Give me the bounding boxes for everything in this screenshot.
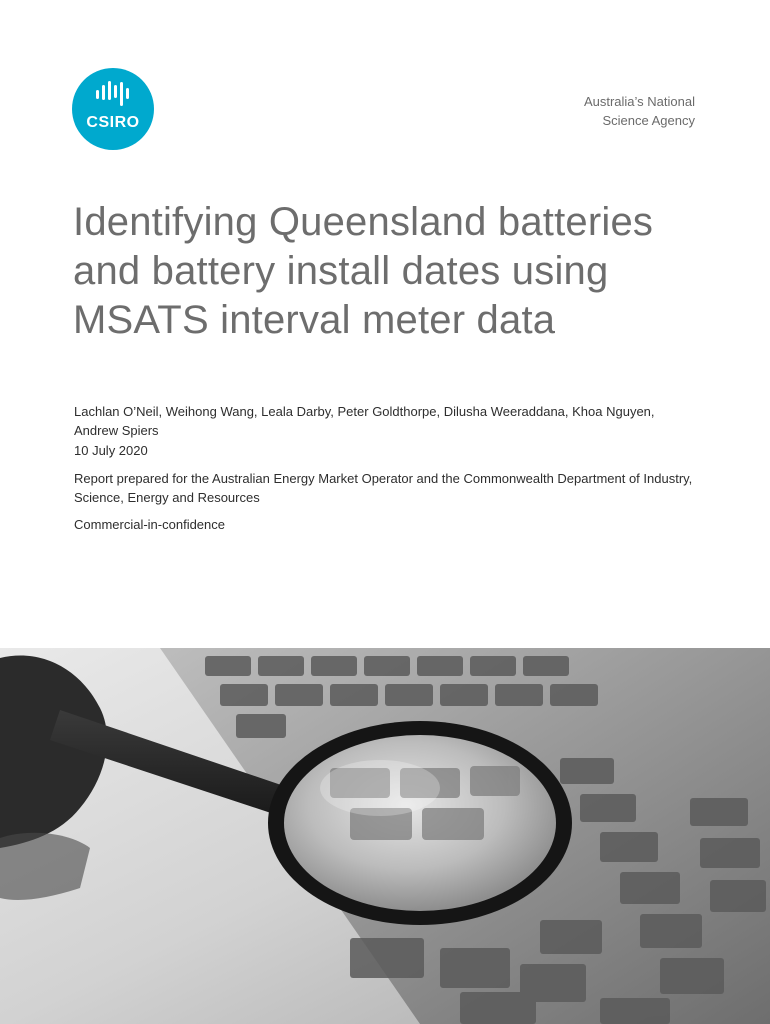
- report-date: 10 July 2020: [74, 443, 148, 458]
- prepared-for: Report prepared for the Australian Energy Market Operator and the Commonwealth Department of Industry, Science, Energy and Resources: [74, 471, 693, 505]
- authors: Lachlan O’Neil, Weihong Wang, Leala Darby, Peter Goldthorpe, Dilusha Weeraddana, Khoa Nguyen, Andrew Spiers: [74, 404, 655, 438]
- confidentiality-label: Commercial-in-confidence: [74, 517, 225, 532]
- agency-tagline: [495, 92, 695, 130]
- tagline-line-2: Science Agency: [602, 113, 695, 128]
- magnifying-glass-keyboard-image: [0, 648, 770, 1024]
- cover-photo: [0, 648, 770, 1024]
- logo-wordmark: CSIRO: [86, 114, 140, 131]
- report-details: [74, 402, 694, 534]
- csiro-logo-bars-icon: [72, 68, 154, 150]
- csiro-logo: [72, 68, 154, 150]
- tagline-line-1: Australia’s National: [583, 94, 695, 109]
- report-title: Identifying Queensland batteries and battery install dates using MSATS interval meter data: [73, 200, 654, 342]
